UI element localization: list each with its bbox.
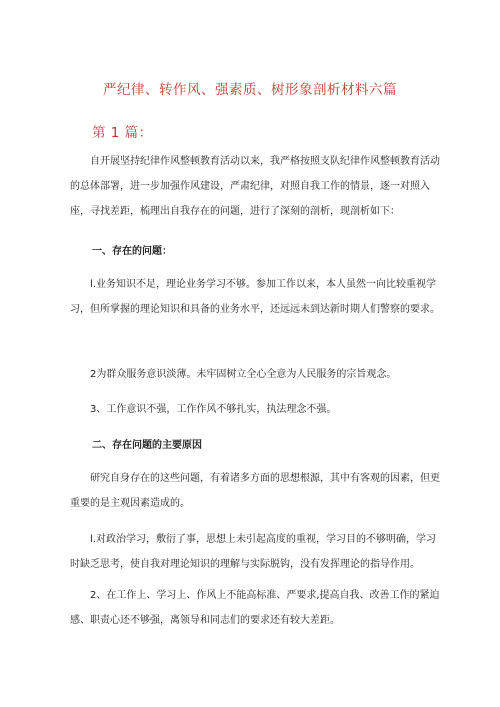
problem-item-2: 2为群众服务意识淡薄。未牢固树立全心全意为人民服务的宗旨观念。 <box>90 369 397 380</box>
cause-item-2: 2、在工作上、学习上、作风上不能高标准、严要求,提高自我、改善工作的紧迫感、职责心还不够强，离领导和同志们的要求还有较大差距。 <box>70 590 440 626</box>
cause-item-1: l.对政治学习，敷衍了事，思想上未引起高度的重视，学习目的不够明确，学习时缺乏思考，使自我对理论知识的理解与实际脱钩，没有发挥理论的指导作用。 <box>70 534 436 570</box>
section-heading-problems: 一、存在的问题： <box>92 246 172 257</box>
document-title: 严纪律、转作风、强素质、树形象剖析材料六篇 <box>103 82 397 98</box>
problem-item-1: l.业务知识不足，理论业务学习不够。参加工作以来，本人虽然一向比较重视学习，但所掌握的理论知识和具备的业务水平，还远远未到达新时期人们警察的要求。 <box>70 279 440 315</box>
intro-paragraph: 自开展坚持纪律作风整顿教育活动以来，我严格按照支队纪律作风整顿教育活动的总体部署，进一步加强作风建设，严肃纪律，对照自我工作的情景，逐一对照入座，寻找差距，梳理出自我存在的问题，进行了深刻的剖析，现剖析如下： <box>70 156 440 217</box>
section-heading-causes: 二、存在问题的主要原因 <box>92 440 202 451</box>
problem-item-3: 3、工作意识不强，工作作风不够扎实，执法理念不强。 <box>90 404 337 415</box>
part-heading: 第 1 篇： <box>92 125 153 141</box>
causes-intro-paragraph: 研究自身存在的这些问题，有着诸多方面的思想根源，其中有客观的因素，但更重要的是主观因素造成的。 <box>70 473 440 509</box>
